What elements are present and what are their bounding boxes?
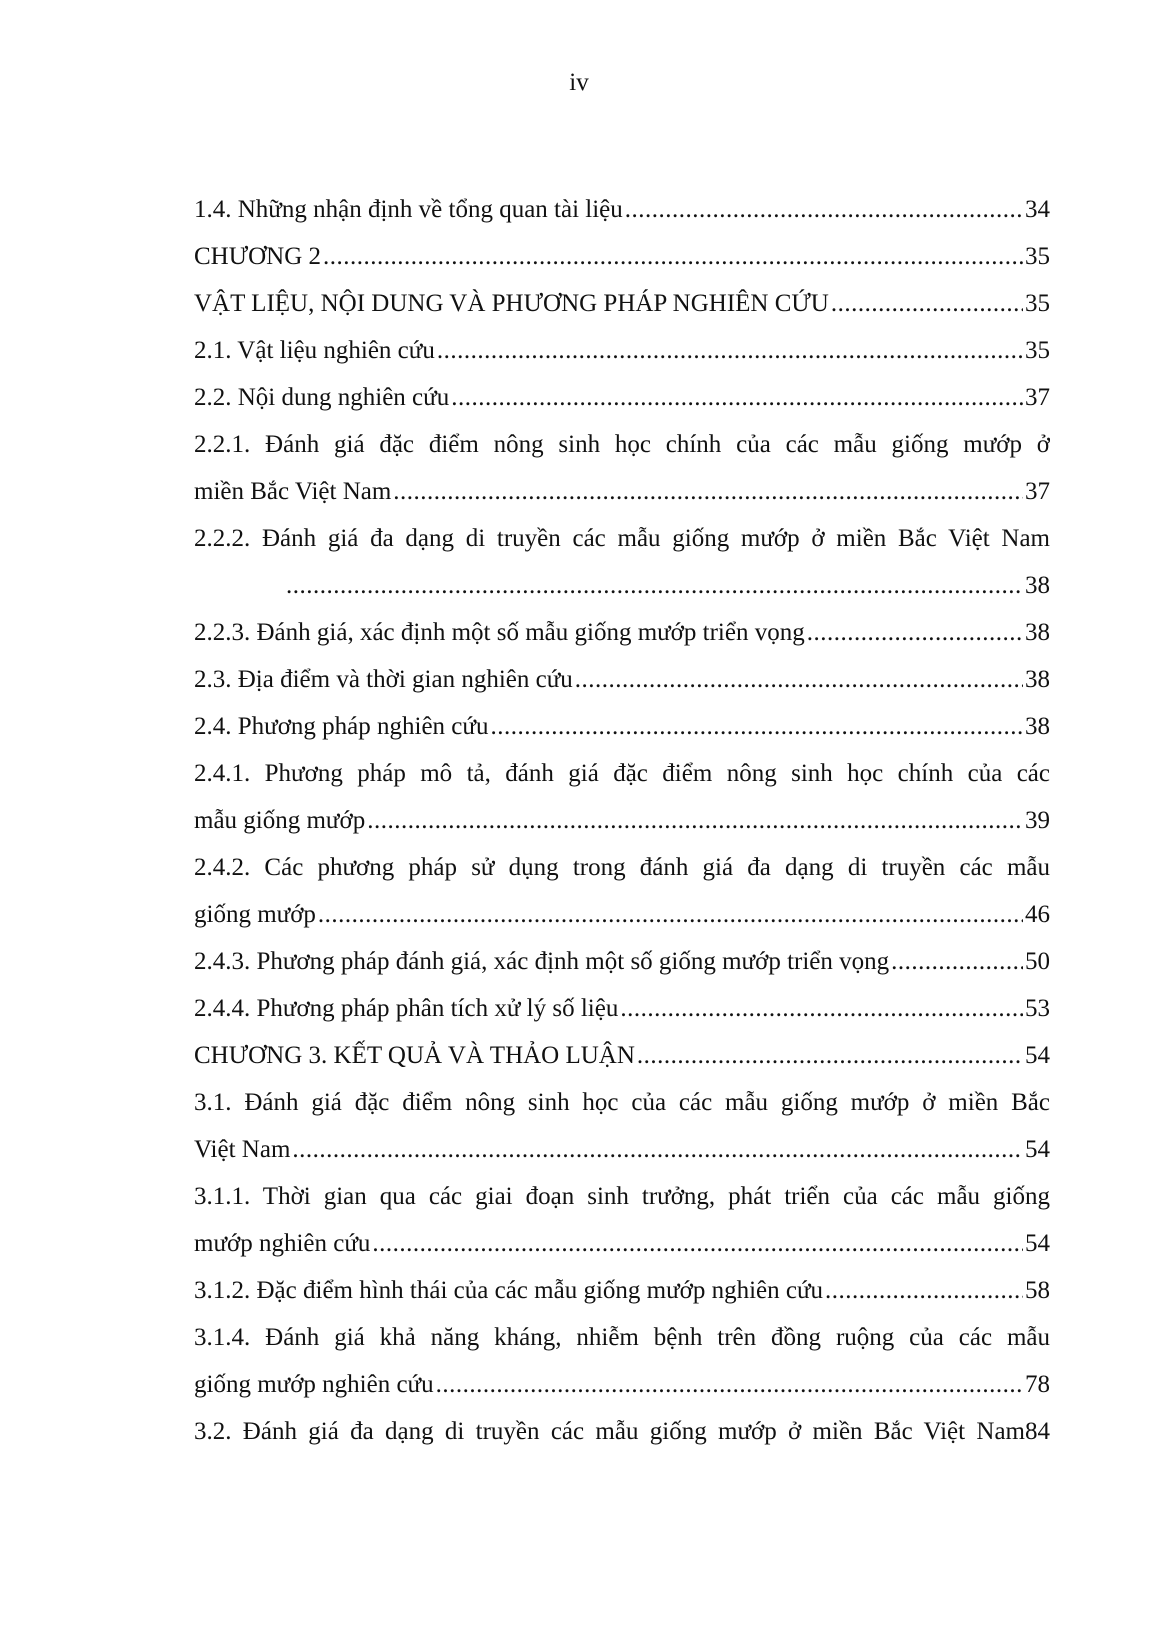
toc-entry-title: CHƯƠNG 3. KẾT QUẢ VÀ THẢO LUẬN: [194, 1042, 635, 1069]
table-of-contents: [194, 186, 1050, 1455]
toc-leader-dots: [436, 1361, 1023, 1408]
toc-entry-title: mẫu giống mướp: [194, 807, 366, 834]
toc-entry-page: 35: [1025, 337, 1050, 364]
toc-entry-page: 38: [1025, 572, 1050, 599]
page-number: iv: [569, 69, 589, 96]
toc-entry[interactable]: [194, 468, 1050, 515]
toc-entry-page: 37: [1025, 384, 1050, 411]
toc-entry[interactable]: [194, 656, 1050, 703]
toc-entry-title: mướp nghiên cứu: [194, 1230, 371, 1257]
toc-leader-dots: [286, 562, 1023, 609]
toc-leader-dots: [825, 1267, 1023, 1314]
toc-leader-dots: [451, 374, 1023, 421]
toc-entry[interactable]: [194, 938, 1050, 985]
toc-entry[interactable]: [194, 374, 1050, 421]
toc-entry-page: 50: [1025, 948, 1050, 975]
toc-entry-title: VẬT LIỆU, NỘI DUNG VÀ PHƯƠNG PHÁP NGHIÊN CỨU: [194, 290, 829, 317]
toc-entry[interactable]: [194, 233, 1050, 280]
toc-entry-page: 39: [1025, 807, 1050, 834]
toc-leader-dots: [831, 280, 1023, 327]
toc-entry-page: 38: [1025, 619, 1050, 646]
toc-entry[interactable]: [194, 1220, 1050, 1267]
toc-leader-dots: [323, 233, 1023, 280]
toc-entry[interactable]: [194, 1361, 1050, 1408]
toc-entry-title: CHƯƠNG 2: [194, 243, 322, 270]
toc-entry-page: 53: [1025, 995, 1050, 1022]
toc-entry[interactable]: [194, 891, 1050, 938]
toc-entry-line1[interactable]: 3.1.1. Thời gian qua các giai đoạn sinh trưởng, phát triển của các mẫu giống: [194, 1183, 1050, 1210]
toc-entry-title: 3.2. Đánh giá đa dạng di truyền các mẫu giống mướp ở miền Bắc Việt Nam: [194, 1418, 1025, 1445]
toc-entry-title: giống mướp: [194, 901, 316, 928]
toc-entry-title: 1.4. Những nhận định về tổng quan tài liệu: [194, 196, 623, 223]
toc-entry[interactable]: [194, 1032, 1050, 1079]
toc-entry[interactable]: [194, 985, 1050, 1032]
toc-entry-page: 37: [1025, 478, 1050, 505]
toc-entry-page: 84: [1025, 1418, 1050, 1445]
toc-entry-title: 2.2. Nội dung nghiên cứu: [194, 384, 450, 411]
toc-entry-line1[interactable]: 3.1.4. Đánh giá khả năng kháng, nhiễm bệnh trên đồng ruộng của các mẫu: [194, 1324, 1050, 1351]
toc-entry-page: 35: [1025, 290, 1050, 317]
toc-leader-dots: [372, 1220, 1023, 1267]
toc-entry-line1[interactable]: 2.4.2. Các phương pháp sử dụng trong đánh giá đa dạng di truyền các mẫu: [194, 854, 1050, 881]
toc-entry-title: 2.4.3. Phương pháp đánh giá, xác định một số giống mướp triển vọng: [194, 948, 890, 975]
toc-leader-dots: [891, 938, 1023, 985]
toc-leader-dots: [807, 609, 1023, 656]
toc-entry-line1[interactable]: 3.1. Đánh giá đặc điểm nông sinh học của các mẫu giống mướp ở miền Bắc: [194, 1089, 1050, 1116]
toc-entry-line1[interactable]: 2.2.2. Đánh giá đa dạng di truyền các mẫu giống mướp ở miền Bắc Việt Nam: [194, 525, 1050, 552]
toc-entry-page: 58: [1025, 1277, 1050, 1304]
toc-entry-title: Việt Nam: [194, 1136, 291, 1163]
toc-entry-title: 2.2.3. Đánh giá, xác định một số mẫu giống mướp triển vọng: [194, 619, 805, 646]
toc-entry-page: 38: [1025, 713, 1050, 740]
toc-leader-dots: [620, 985, 1023, 1032]
toc-entry-line1[interactable]: 2.4.1. Phương pháp mô tả, đánh giá đặc điểm nông sinh học chính của các: [194, 760, 1050, 787]
toc-entry-title: 2.4.4. Phương pháp phân tích xử lý số liệu: [194, 995, 619, 1022]
toc-entry-page: 54: [1025, 1042, 1050, 1069]
toc-leader-dots: [637, 1032, 1023, 1079]
toc-leader-dots: [625, 186, 1023, 233]
toc-entry[interactable]: [194, 280, 1050, 327]
toc-entry[interactable]: [194, 797, 1050, 844]
toc-entry-page: 35: [1025, 243, 1050, 270]
toc-leader-dots: [393, 468, 1023, 515]
toc-leader-dots: [437, 327, 1023, 374]
toc-entry-line1[interactable]: 2.2.1. Đánh giá đặc điểm nông sinh học chính của các mẫu giống mướp ở: [194, 431, 1050, 458]
toc-entry[interactable]: [194, 703, 1050, 750]
toc-entry-page: 78: [1025, 1371, 1050, 1398]
toc-entry[interactable]: [194, 186, 1050, 233]
toc-entry[interactable]: [194, 562, 1050, 609]
toc-entry-page: 54: [1025, 1136, 1050, 1163]
toc-leader-dots: [318, 891, 1023, 938]
toc-entry-title: 2.1. Vật liệu nghiên cứu: [194, 337, 435, 364]
toc-entry-title: 2.3. Địa điểm và thời gian nghiên cứu: [194, 666, 573, 693]
toc-leader-dots: [367, 797, 1023, 844]
toc-leader-dots: [292, 1126, 1023, 1173]
toc-entry[interactable]: [194, 609, 1050, 656]
toc-entry-page: 38: [1025, 666, 1050, 693]
toc-entry[interactable]: [194, 327, 1050, 374]
toc-entry-title: giống mướp nghiên cứu: [194, 1371, 434, 1398]
toc-leader-dots: [490, 703, 1023, 750]
toc-leader-dots: [575, 656, 1023, 703]
toc-entry[interactable]: [194, 1267, 1050, 1314]
toc-entry-title: 2.4. Phương pháp nghiên cứu: [194, 713, 489, 740]
toc-entry[interactable]: [194, 1126, 1050, 1173]
toc-entry-title: miền Bắc Việt Nam: [194, 478, 392, 505]
toc-entry[interactable]: [194, 1408, 1050, 1455]
toc-entry-title: 3.1.2. Đặc điểm hình thái của các mẫu giống mướp nghiên cứu: [194, 1277, 824, 1304]
toc-entry-page: 46: [1025, 901, 1050, 928]
toc-entry-page: 54: [1025, 1230, 1050, 1257]
toc-entry-page: 34: [1025, 196, 1050, 223]
